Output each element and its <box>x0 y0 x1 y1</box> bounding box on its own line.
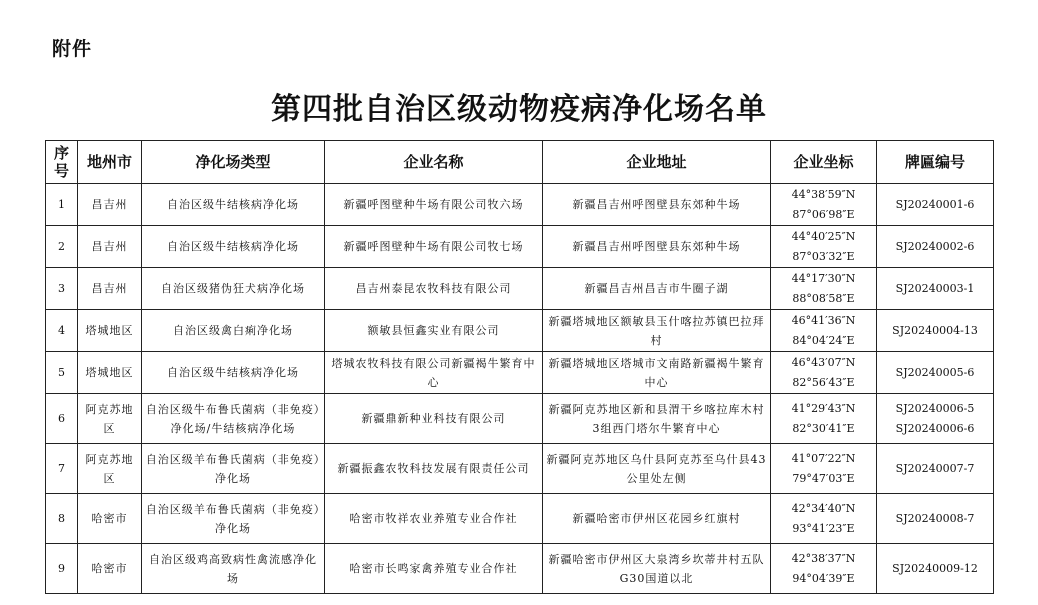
cell-no <box>46 444 78 494</box>
cell-type <box>142 184 325 226</box>
cell-no <box>46 310 78 352</box>
cell-company-text: 塔城农牧科技有限公司新疆褐牛繁育中心 <box>331 356 536 389</box>
cell-type <box>142 310 325 352</box>
cell-coords-text: 79°47′03″E <box>792 471 855 485</box>
cell-no <box>46 184 78 226</box>
cell-code <box>877 310 994 352</box>
cell-region <box>78 494 142 544</box>
cell-region-text: 阿克苏地区 <box>85 452 134 485</box>
cell-address <box>543 494 771 544</box>
cell-address-text: 新疆阿克苏地区乌什县阿克苏至乌什县43公里处左侧 <box>546 452 767 485</box>
cell-no <box>46 394 78 444</box>
cell-no-text: 8 <box>58 512 65 525</box>
cell-no <box>46 352 78 394</box>
cell-coords <box>771 444 877 494</box>
cell-type <box>142 268 325 310</box>
cell-company <box>325 226 543 268</box>
cell-region-text: 哈密市 <box>91 562 128 575</box>
cell-coords-text: 94°04′39″E <box>792 571 855 585</box>
cell-region-text: 塔城地区 <box>85 324 134 337</box>
cell-no <box>46 226 78 268</box>
page-title: 第四批自治区级动物疫病净化场名单 <box>271 92 767 127</box>
cell-code-text: SJ20240001-6 <box>895 197 975 211</box>
cell-coords-text: 82°56′43″E <box>792 375 855 389</box>
col-header-type: 净化场类型 <box>142 141 325 184</box>
cell-company-text: 哈密市牧祥农业养殖专业合作社 <box>349 512 518 525</box>
cell-coords <box>771 494 877 544</box>
cell-no-text: 4 <box>58 324 65 337</box>
cell-coords-text: 42°38′37″N <box>791 551 856 565</box>
cell-code <box>877 444 994 494</box>
cell-code-text: SJ20240009-12 <box>892 561 978 575</box>
cell-type <box>142 444 325 494</box>
cell-company-text: 额敏县恒鑫实业有限公司 <box>367 324 500 337</box>
cell-address <box>543 184 771 226</box>
cell-type-text: 自治区级牛结核病净化场 <box>167 240 299 253</box>
cell-region <box>78 268 142 310</box>
cell-code <box>877 352 994 394</box>
cell-code <box>877 268 994 310</box>
attachment-label: 附件 <box>52 38 93 60</box>
cell-coords-text: 44°40′25″N <box>791 229 856 243</box>
cell-type-text: 自治区级牛布鲁氏菌病（非免疫）净化场/牛结核病净化场 <box>145 402 321 435</box>
cell-type <box>142 544 325 594</box>
cell-region-text: 昌吉州 <box>91 282 128 295</box>
cell-code-text: SJ20240005-6 <box>895 365 975 379</box>
cell-no-text: 6 <box>58 412 65 425</box>
cell-address-text: 新疆阿克苏地区新和县渭干乡喀拉库木村3组西门塔尔牛繁育中心 <box>548 402 765 435</box>
farm-list-table <box>45 140 994 594</box>
cell-region <box>78 544 142 594</box>
cell-code <box>877 394 994 444</box>
col-header-company: 企业名称 <box>325 141 543 184</box>
cell-region-text: 塔城地区 <box>85 366 134 379</box>
cell-code-text: SJ20240007-7 <box>895 461 975 475</box>
cell-no <box>46 494 78 544</box>
cell-region <box>78 444 142 494</box>
cell-company-text: 新疆鼎新种业科技有限公司 <box>361 412 506 425</box>
cell-code-text: SJ20240008-7 <box>895 511 975 525</box>
cell-no-text: 9 <box>58 562 65 575</box>
cell-coords-text: 46°43′07″N <box>791 355 856 369</box>
col-header-no: 序号 <box>46 141 78 184</box>
cell-coords-text: 42°34′40″N <box>791 501 856 515</box>
cell-coords-text: 84°04′24″E <box>792 333 855 347</box>
cell-company <box>325 544 543 594</box>
table-row <box>46 352 994 394</box>
cell-type <box>142 352 325 394</box>
cell-type-text: 自治区级牛结核病净化场 <box>167 366 299 379</box>
col-header-address: 企业地址 <box>543 141 771 184</box>
cell-coords <box>771 184 877 226</box>
cell-no-text: 5 <box>58 366 65 379</box>
cell-coords-text: 41°07′22″N <box>791 451 856 465</box>
cell-code-text: SJ20240003-1 <box>895 281 975 295</box>
cell-type-text: 自治区级羊布鲁氏菌病（非免疫）净化场 <box>145 452 321 485</box>
cell-type <box>142 226 325 268</box>
cell-coords <box>771 226 877 268</box>
cell-coords <box>771 310 877 352</box>
table-row <box>46 544 994 594</box>
cell-coords-text: 88°08′58″E <box>792 291 855 305</box>
cell-type-text: 自治区级禽白痢净化场 <box>173 324 293 337</box>
cell-coords-text: 46°41′36″N <box>791 313 856 327</box>
cell-type <box>142 394 325 444</box>
cell-address-text: 新疆塔城地区额敏县玉什喀拉苏镇巴拉拜村 <box>548 314 765 347</box>
cell-code-text: SJ20240006-6 <box>895 421 975 435</box>
cell-company <box>325 310 543 352</box>
cell-no-text: 1 <box>58 198 65 211</box>
cell-address <box>543 544 771 594</box>
table-row <box>46 310 994 352</box>
cell-address <box>543 444 771 494</box>
cell-region-text: 哈密市 <box>91 512 128 525</box>
cell-no-text: 7 <box>58 462 65 475</box>
cell-company <box>325 268 543 310</box>
cell-company <box>325 394 543 444</box>
cell-company-text: 哈密市长鸣家禽养殖专业合作社 <box>349 562 518 575</box>
cell-coords <box>771 268 877 310</box>
cell-company-text: 昌吉州泰昆农牧科技有限公司 <box>355 282 512 295</box>
table-row <box>46 494 994 544</box>
cell-code <box>877 226 994 268</box>
cell-coords-text: 82°30′41″E <box>792 421 855 435</box>
cell-address <box>543 310 771 352</box>
cell-code-text: SJ20240006-5 <box>895 401 975 415</box>
cell-coords-text: 87°06′98″E <box>792 207 855 221</box>
cell-address-text: 新疆昌吉州呼图壁县东郊种牛场 <box>572 240 741 253</box>
cell-region-text: 昌吉州 <box>91 240 128 253</box>
cell-company <box>325 494 543 544</box>
cell-code-text: SJ20240002-6 <box>895 239 975 253</box>
col-header-code: 牌匾编号 <box>877 141 994 184</box>
cell-address-text: 新疆昌吉州呼图壁县东郊种牛场 <box>572 198 741 211</box>
cell-type-text: 自治区级鸡高致病性禽流感净化场 <box>149 552 317 585</box>
cell-no-text: 3 <box>58 282 65 295</box>
cell-address <box>543 394 771 444</box>
col-header-coords: 企业坐标 <box>771 141 877 184</box>
cell-company <box>325 352 543 394</box>
cell-address-text: 新疆哈密市伊州区花园乡红旗村 <box>572 512 741 525</box>
cell-type-text: 自治区级猪伪狂犬病净化场 <box>161 282 305 295</box>
cell-region <box>78 226 142 268</box>
cell-region-text: 阿克苏地区 <box>85 402 134 435</box>
cell-region <box>78 310 142 352</box>
cell-address-text: 新疆昌吉州昌吉市牛圈子湖 <box>584 282 729 295</box>
cell-code <box>877 184 994 226</box>
table-row <box>46 184 994 226</box>
cell-address <box>543 226 771 268</box>
cell-company-text: 新疆振鑫农牧科技发展有限责任公司 <box>337 462 530 475</box>
cell-type <box>142 494 325 544</box>
cell-address-text: 新疆塔城地区塔城市文南路新疆褐牛繁育中心 <box>548 356 765 389</box>
col-header-region: 地州市 <box>78 141 142 184</box>
cell-type-text: 自治区级羊布鲁氏菌病（非免疫）净化场 <box>145 502 321 535</box>
cell-code-text: SJ20240004-13 <box>892 323 978 337</box>
cell-region <box>78 184 142 226</box>
cell-coords-text: 44°38′59″N <box>791 187 856 201</box>
cell-no-text: 2 <box>58 240 65 253</box>
cell-company-text: 新疆呼图壁种牛场有限公司牧六场 <box>343 198 524 211</box>
cell-code <box>877 544 994 594</box>
table-header-row <box>46 141 994 184</box>
cell-region-text: 昌吉州 <box>91 198 128 211</box>
cell-company <box>325 444 543 494</box>
cell-coords <box>771 352 877 394</box>
cell-region <box>78 352 142 394</box>
table-row <box>46 268 994 310</box>
cell-no <box>46 268 78 310</box>
cell-company <box>325 184 543 226</box>
cell-coords-text: 93°41′23″E <box>792 521 855 535</box>
cell-address-text: 新疆哈密市伊州区大泉湾乡坎蒂井村五队G30国道以北 <box>548 552 765 585</box>
table-row <box>46 394 994 444</box>
cell-company-text: 新疆呼图壁种牛场有限公司牧七场 <box>343 240 524 253</box>
cell-code <box>877 494 994 544</box>
table-row <box>46 444 994 494</box>
cell-coords <box>771 394 877 444</box>
cell-coords <box>771 544 877 594</box>
cell-coords-text: 44°17′30″N <box>791 271 856 285</box>
cell-no <box>46 544 78 594</box>
cell-address <box>543 352 771 394</box>
cell-region <box>78 394 142 444</box>
cell-type-text: 自治区级牛结核病净化场 <box>167 198 299 211</box>
cell-address <box>543 268 771 310</box>
table-row <box>46 226 994 268</box>
cell-coords-text: 41°29′43″N <box>791 401 856 415</box>
cell-coords-text: 87°03′32″E <box>792 249 855 263</box>
